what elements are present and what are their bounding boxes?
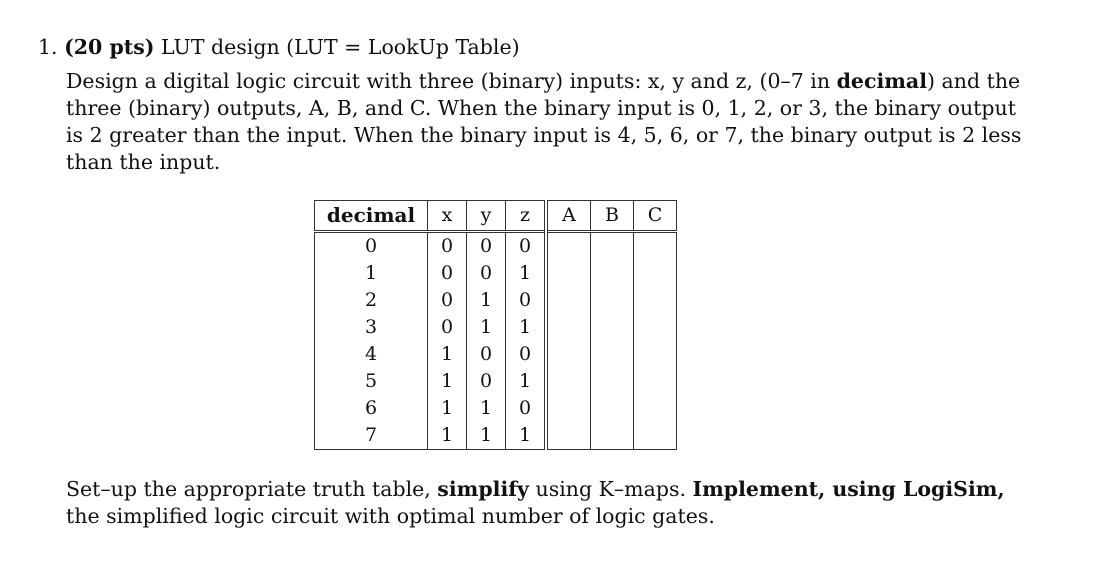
cell-b [591, 260, 634, 287]
cell-b [591, 341, 634, 368]
instructions-text: using K–maps. [528, 477, 693, 501]
cell-z: 0 [506, 395, 547, 422]
cell-decimal: 5 [364, 370, 378, 392]
cell-decimal: 2 [364, 289, 378, 311]
cell-x: 1 [428, 395, 467, 422]
cell-y: 1 [467, 314, 506, 341]
cell-a [546, 341, 591, 368]
cell-a [546, 260, 591, 287]
instructions-emphasis: Implement, using LogiSim, [692, 477, 1005, 501]
table-row [315, 232, 677, 261]
description-line-4: than the input. [66, 150, 221, 174]
cell-decimal: 1 [364, 262, 378, 284]
problem-heading [38, 34, 520, 60]
description-line-1 [66, 68, 1021, 95]
cell-x: 0 [428, 314, 467, 341]
cell-b [591, 287, 634, 314]
description-text: ) and the [927, 69, 1021, 93]
cell-y: 1 [467, 395, 506, 422]
cell-b [591, 314, 634, 341]
header-decimal: decimal [326, 203, 416, 227]
cell-b [591, 232, 634, 261]
problem-points: (20 pts) [64, 35, 155, 59]
table-row [315, 341, 677, 368]
table-row [315, 260, 677, 287]
problem-number: 1. [38, 35, 58, 59]
instructions-line-1 [66, 476, 1006, 503]
cell-x: 0 [428, 287, 467, 314]
cell-x: 1 [428, 422, 467, 450]
instructions-line-2: the simplified logic circuit with optimal number of logic gates. [66, 504, 715, 528]
cell-z: 1 [506, 368, 547, 395]
problem-description [66, 68, 1022, 176]
header-x: x [428, 201, 467, 232]
cell-decimal: 6 [364, 397, 378, 419]
cell-z: 0 [506, 232, 547, 261]
cell-a [546, 314, 591, 341]
header-a: A [546, 201, 591, 232]
cell-decimal: 3 [364, 316, 378, 338]
description-line-2: three (binary) outputs, A, B, and C. When the binary input is 0, 1, 2, or 3, the binary output [66, 96, 1016, 120]
cell-a [546, 368, 591, 395]
table-row [315, 395, 677, 422]
cell-c [634, 314, 677, 341]
cell-z: 1 [506, 422, 547, 450]
table-row [315, 422, 677, 450]
cell-c [634, 368, 677, 395]
cell-x: 0 [428, 260, 467, 287]
problem-title: LUT design (LUT = LookUp Table) [161, 35, 520, 59]
instructions-text: Set–up the appropriate truth table, [66, 477, 438, 501]
cell-y: 0 [467, 368, 506, 395]
cell-c [634, 232, 677, 261]
cell-a [546, 287, 591, 314]
cell-y: 1 [467, 287, 506, 314]
cell-x: 0 [428, 232, 467, 261]
cell-z: 0 [506, 341, 547, 368]
cell-x: 1 [428, 368, 467, 395]
header-c: C [634, 201, 677, 232]
cell-b [591, 422, 634, 450]
cell-y: 1 [467, 422, 506, 450]
instructions-emphasis: simplify [437, 477, 529, 501]
table-row [315, 368, 677, 395]
header-y: y [467, 201, 506, 232]
header-z: z [506, 201, 547, 232]
table-row [315, 314, 677, 341]
cell-b [591, 368, 634, 395]
cell-x: 1 [428, 341, 467, 368]
cell-y: 0 [467, 260, 506, 287]
cell-decimal: 4 [364, 343, 378, 365]
cell-decimal: 0 [364, 235, 378, 257]
cell-c [634, 395, 677, 422]
truth-table-header-row [315, 201, 677, 232]
description-line-3: is 2 greater than the input. When the binary input is 4, 5, 6, or 7, the binary output is 2 less [66, 123, 1022, 147]
cell-a [546, 395, 591, 422]
cell-c [634, 287, 677, 314]
instructions [66, 476, 1006, 530]
cell-decimal: 7 [364, 424, 378, 446]
cell-z: 1 [506, 260, 547, 287]
cell-z: 1 [506, 314, 547, 341]
cell-c [634, 341, 677, 368]
cell-b [591, 395, 634, 422]
truth-table [314, 200, 677, 450]
description-emphasis: decimal [836, 69, 928, 93]
cell-c [634, 260, 677, 287]
description-text: Design a digital logic circuit with three (binary) inputs: x, y and z, (0–7 in [66, 69, 837, 93]
cell-c [634, 422, 677, 450]
cell-a [546, 232, 591, 261]
cell-z: 0 [506, 287, 547, 314]
cell-a [546, 422, 591, 450]
cell-y: 0 [467, 341, 506, 368]
cell-y: 0 [467, 232, 506, 261]
header-b: B [591, 201, 634, 232]
table-row [315, 287, 677, 314]
